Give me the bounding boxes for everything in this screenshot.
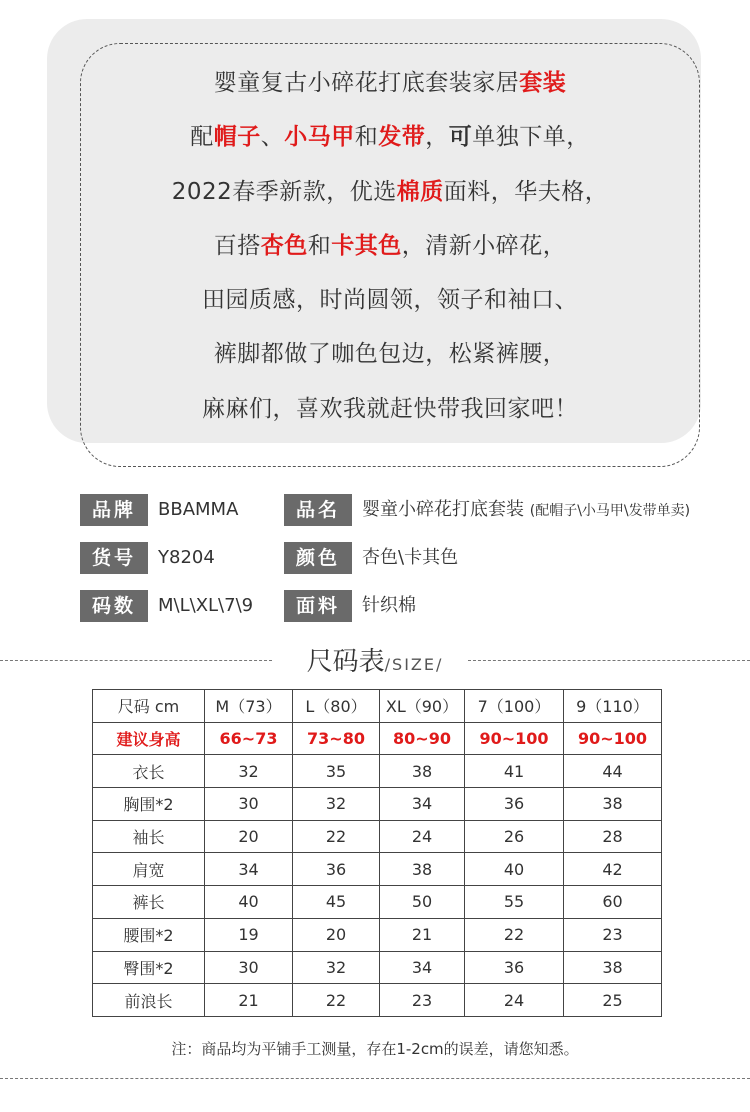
table-cell: 25 xyxy=(564,984,662,1017)
table-cell: 30 xyxy=(205,788,293,821)
table-cell: 73~80 xyxy=(293,722,380,755)
size-value: M\L\XL\7\9 xyxy=(158,595,254,616)
table-cell: XL（90） xyxy=(380,690,465,723)
table-row xyxy=(93,722,662,755)
row-label-cell: 肩宽 xyxy=(93,853,205,886)
table-cell: 38 xyxy=(380,755,465,788)
color-value: 杏色\卡其色 xyxy=(362,547,459,568)
intro-line-6: 裤脚都做了咖色包边，松紧裤腰， xyxy=(213,341,567,368)
row-label-cell: 建议身高 xyxy=(93,722,205,755)
table-cell: 32 xyxy=(293,951,380,984)
sku-tag: 货号 xyxy=(80,542,148,574)
table-cell: 30 xyxy=(205,951,293,984)
size-title-cn: 尺码表 xyxy=(306,647,385,677)
brand-tag: 品牌 xyxy=(80,494,148,526)
table-cell: 35 xyxy=(293,755,380,788)
intro-text: 、 xyxy=(260,124,285,151)
table-cell: 32 xyxy=(293,788,380,821)
row-label-cell: 衣长 xyxy=(93,755,205,788)
table-cell: 19 xyxy=(205,918,293,951)
table-cell: 9（110） xyxy=(564,690,662,723)
intro-line-5: 田园质感，时尚圆领，领子和袖口、 xyxy=(202,287,578,314)
table-cell: 60 xyxy=(564,886,662,919)
intro-text: 婴童复古小碎花打底套装家居 xyxy=(213,70,520,96)
intro-text: 面料，华夫格， xyxy=(443,178,609,205)
table-cell: 21 xyxy=(380,918,465,951)
table-cell: 34 xyxy=(380,951,465,984)
table-row xyxy=(93,886,662,919)
intro-text: 百搭 xyxy=(213,232,261,259)
intro-highlight: 棉质 xyxy=(396,178,444,205)
table-cell: 7（100） xyxy=(465,690,564,723)
table-cell: 44 xyxy=(564,755,662,788)
table-cell: 22 xyxy=(293,820,380,853)
table-cell: 22 xyxy=(465,918,564,951)
table-cell: 42 xyxy=(564,853,662,886)
table-cell: 34 xyxy=(380,788,465,821)
intro-description xyxy=(80,56,700,436)
table-cell: 32 xyxy=(205,755,293,788)
intro-line-4 xyxy=(80,219,700,273)
measurement-note: 注：商品均为平铺手工测量，存在1-2cm的误差，请您知悉。 xyxy=(171,1040,579,1058)
table-row xyxy=(93,853,662,886)
intro-text: 和 xyxy=(307,232,332,259)
intro-text: 2022春季新款，优选 xyxy=(171,178,397,205)
table-cell: 40 xyxy=(465,853,564,886)
table-cell: 28 xyxy=(564,820,662,853)
intro-highlight: 帽子 xyxy=(213,124,261,151)
size-table-body xyxy=(93,690,662,1017)
name-tag: 品名 xyxy=(284,494,352,526)
table-cell: 40 xyxy=(205,886,293,919)
size-table xyxy=(92,689,662,1017)
intro-text: 和 xyxy=(354,124,379,151)
bottom-divider xyxy=(0,1078,750,1079)
table-cell: 38 xyxy=(380,853,465,886)
fabric-tag: 面料 xyxy=(284,590,352,622)
table-cell: 23 xyxy=(564,918,662,951)
intro-highlight: 小马甲 xyxy=(284,124,355,151)
row-label-cell: 胸围*2 xyxy=(93,788,205,821)
name-value xyxy=(362,494,690,527)
row-label-cell: 腰围*2 xyxy=(93,918,205,951)
intro-text: ， xyxy=(425,124,449,151)
table-cell: 50 xyxy=(380,886,465,919)
intro-text: ，清新小碎花， xyxy=(401,232,567,259)
table-cell: 24 xyxy=(380,820,465,853)
table-row xyxy=(93,951,662,984)
row-label-cell: 袖长 xyxy=(93,820,205,853)
row-label-cell: 裤长 xyxy=(93,886,205,919)
table-cell: 41 xyxy=(465,755,564,788)
color-tag: 颜色 xyxy=(284,542,352,574)
table-cell: 90~100 xyxy=(465,722,564,755)
table-cell: L（80） xyxy=(293,690,380,723)
intro-text: 单独下单， xyxy=(472,124,590,151)
fabric-value: 针织棉 xyxy=(362,595,416,616)
table-cell: 22 xyxy=(293,984,380,1017)
row-label-cell: 尺码 cm xyxy=(93,690,205,723)
table-header-row xyxy=(93,690,662,723)
intro-highlight: 卡其色 xyxy=(331,232,402,259)
intro-highlight: 发带 xyxy=(378,124,426,151)
row-label-cell: 臀围*2 xyxy=(93,951,205,984)
table-cell: 34 xyxy=(205,853,293,886)
table-cell: 38 xyxy=(564,951,662,984)
intro-line-3 xyxy=(80,165,700,219)
table-cell: 38 xyxy=(564,788,662,821)
table-cell: 36 xyxy=(293,853,380,886)
table-cell: 20 xyxy=(293,918,380,951)
table-cell: 24 xyxy=(465,984,564,1017)
table-cell: 90~100 xyxy=(564,722,662,755)
table-row xyxy=(93,918,662,951)
table-row xyxy=(93,984,662,1017)
intro-line-2 xyxy=(80,110,700,164)
intro-text: 配 xyxy=(190,124,214,151)
intro-bold: 可 xyxy=(448,124,473,151)
table-cell: 21 xyxy=(205,984,293,1017)
product-name: 婴童小碎花打底套装 xyxy=(362,499,524,520)
table-cell: 80~90 xyxy=(380,722,465,755)
size-tag: 码数 xyxy=(80,590,148,622)
intro-highlight: 杏色 xyxy=(260,232,308,259)
product-name-note: (配帽子\小马甲\发带单卖) xyxy=(529,503,691,519)
table-row xyxy=(93,788,662,821)
row-label-cell: 前浪长 xyxy=(93,984,205,1017)
table-cell: 36 xyxy=(465,788,564,821)
intro-highlight: 套装 xyxy=(519,70,567,96)
table-cell: 45 xyxy=(293,886,380,919)
table-cell: 23 xyxy=(380,984,465,1017)
brand-value: BBAMMA xyxy=(158,499,239,520)
table-cell: M（73） xyxy=(205,690,293,723)
table-cell: 66~73 xyxy=(205,722,293,755)
intro-line-1 xyxy=(80,56,700,110)
table-cell: 26 xyxy=(465,820,564,853)
intro-line-7: 麻麻们，喜欢我就赶快带我回家吧！ xyxy=(202,395,578,422)
sku-value: Y8204 xyxy=(158,547,215,568)
size-title-en: /SIZE/ xyxy=(384,655,444,674)
table-cell: 36 xyxy=(465,951,564,984)
table-cell: 20 xyxy=(205,820,293,853)
size-chart-title xyxy=(0,641,750,678)
table-cell: 55 xyxy=(465,886,564,919)
table-row xyxy=(93,820,662,853)
table-row xyxy=(93,755,662,788)
